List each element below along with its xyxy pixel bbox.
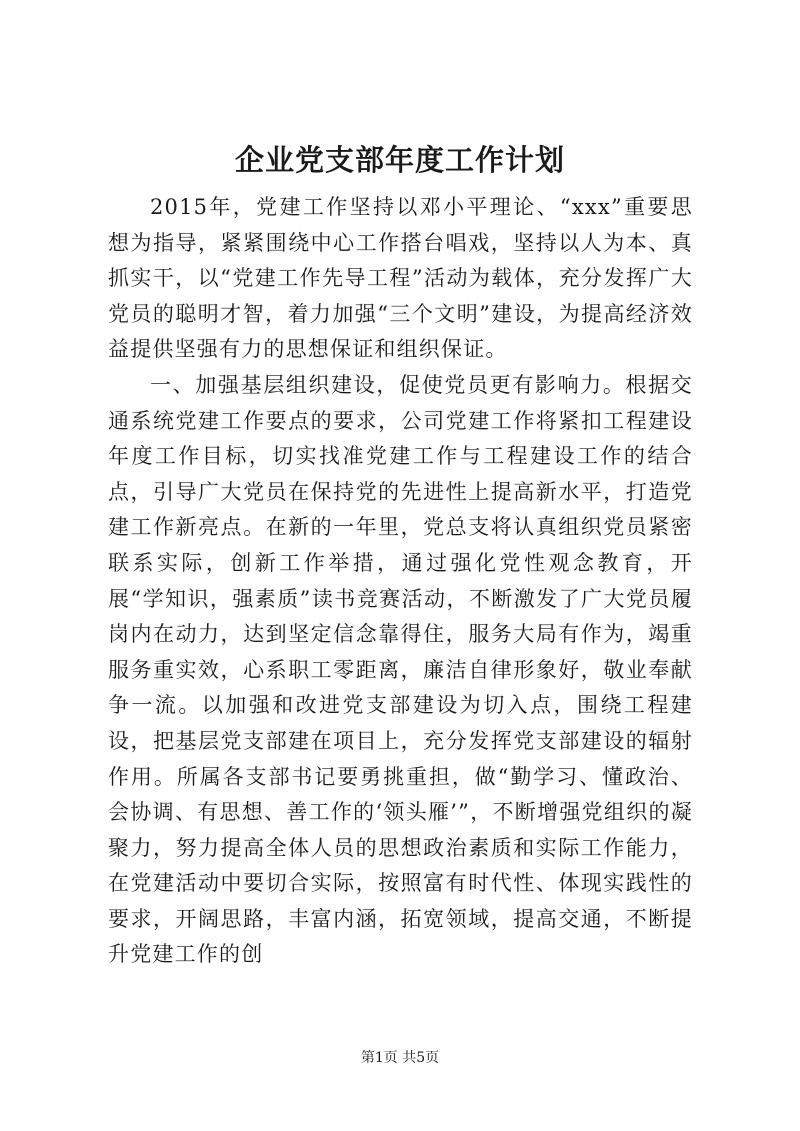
document-body xyxy=(108,190,693,973)
paragraph-section-one: 一、加强基层组织建设，促使党员更有影响力。根据交通系统党建工作要点的要求，公司党建工作将紧扣工程建设年度工作目标，切实找准党建工作与工程建设工作的结合点，引导广大党员在保持党的先进性上提高新水平，打造党建工作新亮点。在新的一年里，党总支将认真组织党员紧密联系实际，创新工作举措，通过强化党性观念教育，开展“学知识，强素质”读书竞赛活动，不断激发了广大党员履岗内在动力，达到坚定信念靠得住，服务大局有作为，竭重服务重实效，心系职工零距离，廉洁自律形象好，敬业奉献争一流。以加强和改进党支部建设为切入点，围绕工程建设，把基层党支部建在项目上，充分发挥党支部建设的辐射作用。所属各支部书记要勇挑重担，做“勤学习、懂政治、会协调、有思想、善工作的‘领头雁’”，不断增强党组织的凝聚力，努力提高全体人员的思想政治素质和实际工作能力，在党建活动中要切合实际，按照富有时代性、体现实践性的要求，开阔思路，丰富内涵，拓宽领域，提高交通，不断提升党建工作的创 xyxy=(108,372,693,967)
document-title: 企业党支部年度工作计划 xyxy=(234,143,565,177)
page-number-footer: 第1页 共5页 xyxy=(360,1050,440,1066)
paragraph-intro: 2015年，党建工作坚持以邓小平理论、“xxx”重要思想为指导，紧紧围绕中心工作搭台唱戏，坚持以人为本、真抓实干，以“党建工作先导工程”活动为载体，充分发挥广大党员的聪明才智，着力加强“三个文明”建设，为提高经济效益提供坚强有力的思想保证和组织保证。 xyxy=(108,195,693,362)
